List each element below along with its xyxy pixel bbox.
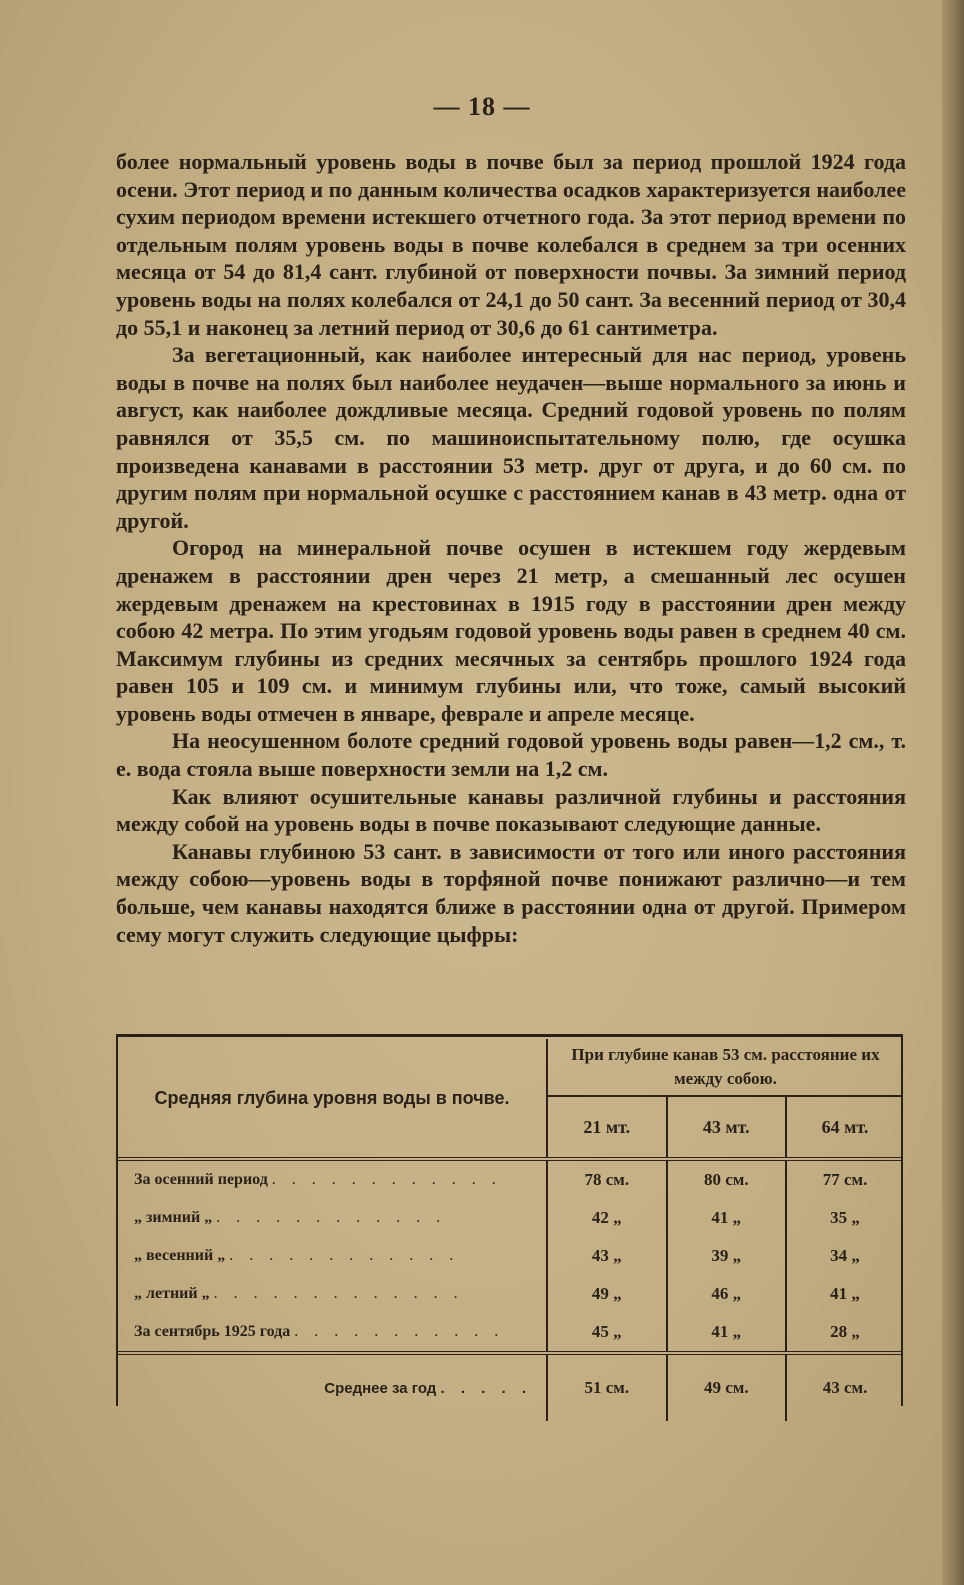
- average-cell: 43 см.: [822, 1378, 868, 1397]
- table-row: [118, 1313, 903, 1353]
- paragraph: Канавы глубиною 53 сант. в зависимости от того или иного расстояния между собою—уровень воды в торфяной почве понижают различно—и тем больше, чем канавы находятся ближе в расстоянии одна от другой. Примером сему могут служить следующие цыфры:: [116, 838, 906, 947]
- row-label: За осенний период . . . . . . . . . . . .: [118, 1161, 547, 1199]
- table-cell: 41 „: [830, 1284, 860, 1303]
- row-label: За сентябрь 1925 года . . . . . . . . . . .: [118, 1313, 547, 1353]
- table-row: [118, 1275, 903, 1313]
- column-header: 21 мт.: [547, 1096, 667, 1159]
- body-text: [116, 148, 906, 948]
- average-label: Среднее за год . . . . .: [118, 1355, 547, 1421]
- table-cell: 35 „: [830, 1208, 860, 1227]
- average-cell: 51 см.: [547, 1355, 667, 1421]
- table-cell: 49 „: [547, 1275, 667, 1313]
- paragraph: За вегетационный, как наиболее интересный для нас период, уровень воды в почве на полях был наиболее неудачен—выше нормального за июнь и август, как наиболее дождливые месяца. Средний годовой уровень по полям равнялся от 35,5 см. по машиноиспытательному полю, где осушка произведена канавами в расстоянии 53 метр. друг от друга, и до 60 см. по другим полям при нормальной осушке с расстоянием канав в 43 метр. одна от другой.: [116, 342, 906, 533]
- row-label: „ зимний „ . . . . . . . . . . . .: [118, 1199, 547, 1237]
- column-header: 64 мт.: [821, 1116, 869, 1137]
- page-edge: [942, 0, 964, 1585]
- table-row: [118, 1161, 903, 1199]
- table-cell: 78 см.: [547, 1161, 667, 1199]
- paragraph: Огород на минеральной почве осушен в истекшем году жердевым дренажем в расстоянии дрен через 21 метр, а смешанный лес осушен жердевым дренажем на крестовинах в 1915 году в расстоянии дрен между собою 42 метра. По этим угодьям годовой уровень воды равен в среднем 40 см. Максимум глубины из средних месячных за сентябрь прошлого 1924 года равен 105 и 109 см. и минимум глубины или, что тоже, самый высокий уровень воды отмечен в январе, феврале и апреле месяце.: [116, 535, 906, 726]
- table-cell: 41 „: [667, 1199, 787, 1237]
- table-cell: 28 „: [830, 1322, 860, 1341]
- table-cell: 77 см.: [822, 1170, 868, 1189]
- average-cell: 49 см.: [667, 1355, 787, 1421]
- column-header: 43 мт.: [667, 1096, 787, 1159]
- table-cell: 39 „: [667, 1237, 787, 1275]
- table-cell: 43 „: [547, 1237, 667, 1275]
- table-top-rule: [118, 1034, 903, 1037]
- paragraph: На неосушенном болоте средний годовой уровень воды равен—1,2 см., т. е. вода стояла выше поверхности земли на 1,2 см.: [116, 728, 906, 782]
- paragraph: Как влияют осушительные канавы различной глубины и расстояния между собой на уровень воды в почве показывают следующие данные.: [116, 783, 906, 837]
- table-row: [118, 1237, 903, 1275]
- table-cell: 80 см.: [667, 1161, 787, 1199]
- row-label: „ весенний „ . . . . . . . . . . . .: [118, 1237, 547, 1275]
- table-row-header: Средняя глубина уровня воды в почве.: [118, 1039, 547, 1159]
- table-cell: 46 „: [667, 1275, 787, 1313]
- table-cell: 41 „: [667, 1313, 787, 1353]
- table-average-row: [118, 1355, 903, 1421]
- row-label: „ летний „ . . . . . . . . . . . . .: [118, 1275, 547, 1313]
- table-cell: 34 „: [830, 1246, 860, 1265]
- table-row: [118, 1199, 903, 1237]
- table-cell: 42 „: [547, 1199, 667, 1237]
- table-group-header: При глубине канав 53 см. расстояние их между собою.: [547, 1039, 903, 1096]
- paragraph: более нормальный уровень воды в почве был за период прошлой 1924 года осени. Этот период и по данным количества осадков характеризуется наиболее сухим периодом времени истекшего отчетного года. За этот период времени по отдельным полям уровень воды в почве колебался в среднем за три осенних месяца от 54 до 81,4 сант. глубиной от поверхности почвы. За зимний период уровень воды на полях колебался от 24,1 до 50 сант. За весенний период от 30,4 до 55,1 и наконец за летний период от 30,6 до 61 сантиметра.: [116, 149, 906, 340]
- page-number: — 18 —: [433, 92, 531, 121]
- table-cell: 45 „: [547, 1313, 667, 1353]
- water-level-table: [118, 1039, 903, 1421]
